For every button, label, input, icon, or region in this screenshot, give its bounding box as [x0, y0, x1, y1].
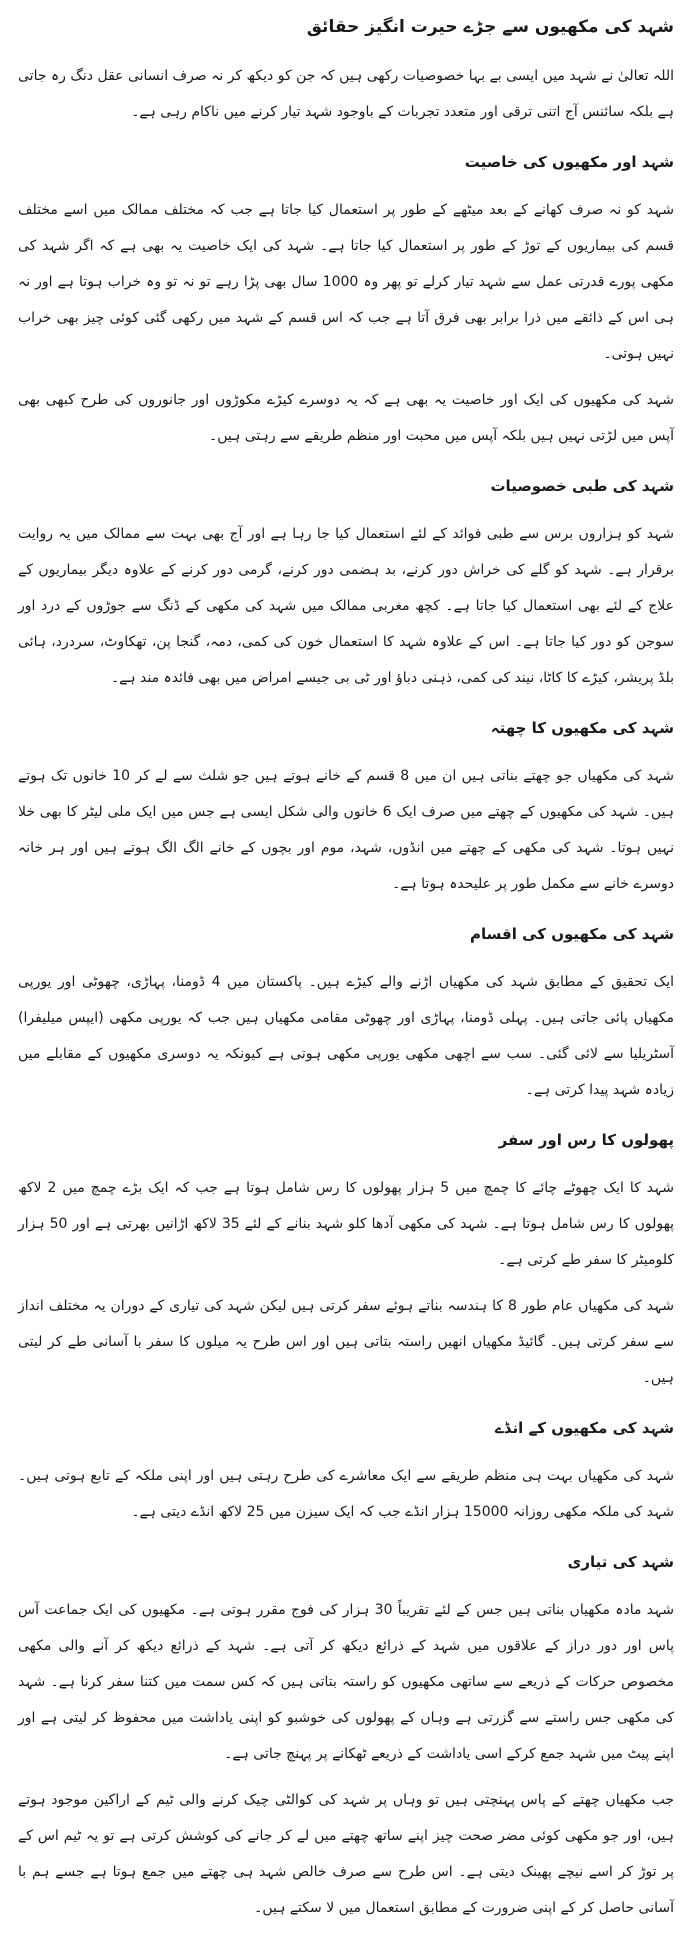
article-title: شہد کی مکھیوں سے جڑے حیرت انگیز حقائق	[306, 17, 674, 37]
paragraph: شہد کی مکھیاں بہت ہی منظم طریقے سے ایک معاشرے کی طرح رہتی ہیں اور اپنی ملکہ کے تابع ہوتی ہیں۔ شہد کی ملکہ مکھی روزانہ 15000 ہزار انڈے جب کہ ایک سیزن میں 25 لاکھ انڈے دیتی ہے۔	[18, 1468, 674, 1520]
section-heading: شہد کی تیاری	[567, 1553, 674, 1571]
section-heading: شہد کی طبی خصوصیات	[490, 477, 674, 495]
paragraph: جب مکھیاں چھتے کے پاس پہنچتی ہیں تو وہاں پر شہد کی کوالٹی چیک کرنے والی ٹیم کے اراکین موجود ہوتے ہیں، اور جو مکھی کوئی مضر صحت چیز اپنے ساتھ چھتے میں لے کر جانے کی کوشش کرتی ہے تو یہ ٹیم اس کے پر توڑ کر اسے نیچے پھینک دیتی ہے۔ اس طرح سے صرف خالص شہد ہی چھتے میں جمع ہوتا ہے جسے ہم با آسانی حاصل کر کے اپنی ضرورت کے مطابق استعمال میں لا سکتے ہیں۔	[18, 1792, 674, 1916]
paragraph: ایک تحقیق کے مطابق شہد کی مکھیاں اڑنے والے کیڑے ہیں۔ پاکستان میں 4 ڈومنا، پہاڑی، چھوٹی اور یورپی مکھیاں پائی جاتی ہیں۔ پہلی ڈومنا، پہاڑی اور چھوٹی مقامی مکھیاں ہیں جب کہ یورپی مکھی (ایپس میلیفرا) آسٹریلیا سے لائی گئی۔ سب سے اچھی مکھی یورپی مکھی ہوتی ہے کیونکہ یہ دوسری مکھیوں کے مقابلے میں زیادہ شہد پیدا کرتی ہے۔	[18, 974, 674, 1098]
section-heading: پھولوں کا رس اور سفر	[498, 1131, 674, 1149]
paragraph: شہد کی مکھیاں عام طور 8 کا ہندسہ بناتے ہوئے سفر کرتی ہیں لیکن شہد کی تیاری کے دوران یہ مختلف انداز سے سفر کرتی ہیں۔ گائیڈ مکھیاں انھیں راستہ بتاتی ہیں اور اس طرح یہ میلوں کا سفر با آسانی طے کر لیتی ہیں۔	[18, 1298, 674, 1386]
paragraph: شہد مادہ مکھیاں بناتی ہیں جس کے لئے تقریباً 30 ہزار کی فوج مقرر ہوتی ہے۔ مکھیوں کی ایک جماعت آس پاس اور دور دراز کے علاقوں میں شہد کے ذرائع دیکھ کر آتی ہے۔ شہد کے ذرائع دیکھ کر آنے والی مکھی مخصوص حرکات کے ذریعے سے ساتھی مکھیوں کو راستہ بتاتی ہیں کہ کس سمت میں کتنا سفر کرنا ہے۔ شہد کی مکھی جس راستے سے گزرتی ہے وہاں کے پھولوں کی خوشبو کو اپنی یاداشت میں محفوظ کر لیتی ہے اور اپنے پیٹ میں شہد جمع کرکے اسی یاداشت کے ذریعے ٹھکانے پر پہنچ جاتی ہے۔	[18, 1602, 675, 1762]
article-body	[18, 58, 674, 1926]
section-heading: شہد کی مکھیوں کی اقسام	[470, 925, 674, 943]
section-heading: شہد اور مکھیوں کی خاصیت	[464, 153, 674, 171]
paragraph: شہد کا ایک چھوٹے چائے کا چمچ میں 5 ہزار پھولوں کا رس شامل ہوتا ہے جب کہ ایک بڑے چمچ میں 2 لاکھ پھولوں کا رس شامل ہوتا ہے۔ شہد کی مکھی آدھا کلو شہد بنانے کے لئے 35 لاکھ اڑانیں بھرتی ہے اور 50 ہزار کلومیٹر کا سفر طے کرتی ہے۔	[18, 1180, 675, 1268]
paragraph: شہد کو نہ صرف کھانے کے بعد میٹھے کے طور پر استعمال کیا جاتا ہے جب کہ مختلف ممالک میں اسے مختلف قسم کی بیماریوں کے توڑ کے طور پر استعمال کیا جاتا ہے۔ شہد کی ایک خاصیت یہ بھی ہے کہ اگر شہد کی مکھی پورے قدرتی عمل سے شہد تیار کرلے تو پھر وہ 1000 سال بھی پڑا رہے تو نہ تو وہ خراب ہوتا ہے اور نہ ہی اس کے ذائقے میں ذرا برابر بھی فرق آتا ہے جب کہ اس قسم کے شہد میں رکھی گئی کوئی چیز بھی خراب نہیں ہوتی۔	[18, 202, 674, 362]
section-heading: شہد کی مکھیوں کا چھتہ	[490, 719, 674, 737]
paragraph: شہد کی مکھیوں کی ایک اور خاصیت یہ بھی ہے کہ یہ دوسرے کیڑے مکوڑوں اور جانوروں کی طرح کبھی بھی آپس میں لڑتی نہیں ہیں بلکہ آپس میں محبت اور منظم طریقے سے رہتی ہیں۔	[18, 392, 674, 444]
section-heading: شہد کی مکھیوں کے انڈے	[495, 1419, 674, 1437]
paragraph: شہد کو ہزاروں برس سے طبی فوائد کے لئے استعمال کیا جا رہا ہے اور آج بھی بہت سے ممالک میں یہ روایت برقرار ہے۔ شہد کو گلے کی خراش دور کرنے، بد ہضمی دور کرنے، گرمی دور کرنے کے علاوہ دیگر بیماریوں کے علاج کے لئے بھی استعمال کیا جاتا ہے۔ کچھ مغربی ممالک میں شہد کی مکھی کے ڈنگ سے جوڑوں کے درد اور سوجن کو دور کیا جاتا ہے۔ اس کے علاوہ شہد کا استعمال خون کی کمی، دمہ، گنجا پن، تھکاوٹ، سردرد، ہائی بلڈ پریشر، کیڑے کا کاٹا، نیند کی کمی، ذہنی دباؤ اور ٹی بی جیسے امراض میں بھی فائدہ مند ہے۔	[18, 526, 674, 686]
paragraph: شہد کی مکھیاں جو چھتے بناتی ہیں ان میں 8 قسم کے خانے ہوتے ہیں جو شلث سے لے کر 10 خانوں تک ہوتے ہیں۔ شہد کی مکھیوں کے چھتے میں صرف ایک 6 خانوں والی شکل ایسی ہے جس میں ایک ملی لیٹر کا بھی خلا نہیں ہوتا۔ شہد کی مکھی کے چھتے میں انڈوں، شہد، موم اور بچوں کے خانے الگ الگ ہوتے ہیں اور ہر خانہ دوسرے خانے سے مکمل طور پر علیحدہ ہوتا ہے۔	[18, 768, 674, 892]
paragraph: اللہ تعالیٰ نے شہد میں ایسی بے بہا خصوصیات رکھی ہیں کہ جن کو دیکھ کر نہ صرف انسانی عقل دنگ رہ جاتی ہے بلکہ سائنس آج اتنی ترقی اور متعدد تجربات کے باوجود شہد تیار کرنے میں ناکام رہی ہے۔	[18, 68, 674, 120]
